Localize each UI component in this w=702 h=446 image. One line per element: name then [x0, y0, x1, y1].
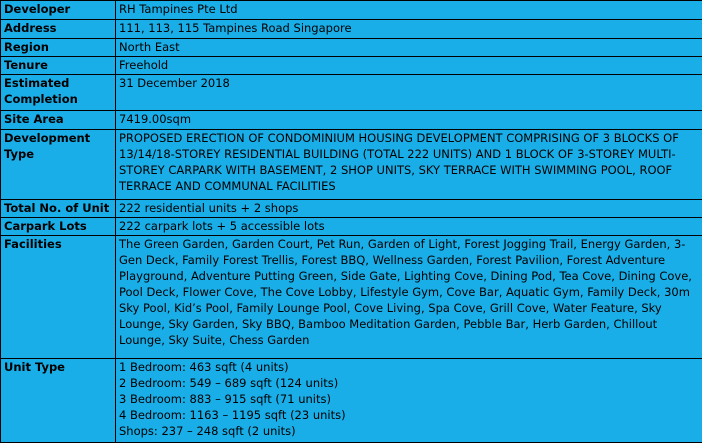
value-region: North East	[116, 39, 702, 57]
unit-type-line: 4 Bedroom: 1163 – 1195 sqft (23 units)	[119, 408, 346, 422]
value-tenure: Freehold	[116, 57, 702, 75]
unit-type-line: Shops: 237 – 248 sqft (2 units)	[119, 424, 296, 438]
value-total-units: 222 residential units + 2 shops	[116, 200, 702, 218]
value-estimated-completion: 31 December 2018	[116, 75, 702, 111]
row-site-area	[1, 111, 702, 130]
value-development-type: PROPOSED ERECTION OF CONDOMINIUM HOUSING DEVELOPMENT COMPRISING OF 3 BLOCKS OF 13/14/18-STOREY RESIDENTIAL BUILDING (TOTAL 222 UNITS) AND 1 BLOCK OF 3-STOREY MULTI-STOREY CARPARK WITH BASEMENT, 2 SHOP UNITS, SKY TERRACE WITH SWIMMING POOL, ROOF TERRACE AND COMMUNAL FACILITIES	[116, 130, 702, 200]
row-carpark-lots	[1, 218, 702, 236]
label-tenure: Tenure	[1, 57, 116, 75]
label-total-units: Total No. of Unit	[1, 200, 116, 218]
unit-type-line: 1 Bedroom: 463 sqft (4 units)	[119, 360, 289, 374]
value-facilities: The Green Garden, Garden Court, Pet Run, Garden of Light, Forest Jogging Trail, Energy Garden, 3-Gen Deck, Family Forest Trellis, Forest BBQ, Wellness Garden, Forest Pavilion, Forest Adventure Playground, Adventure Putting Green, Side Gate, Lighting Cove, Dining Pod, Tea Cove, Dining Cove, Pool Deck, Flower Cove, The Cove Lobby, Lifestyle Gym, Cove Bar, Aquatic Gym, Family Deck, 30m Sky Pool, Kid’s Pool, Family Lounge Pool, Cove Living, Spa Cove, Grill Cove, Water Feature, Sky Lounge, Sky Garden, Sky BBQ, Bamboo Meditation Garden, Pebble Bar, Herb Garden, Chillout Lounge, Sky Suite, Chess Garden	[116, 236, 702, 359]
row-total-units	[1, 200, 702, 218]
row-unit-type	[1, 359, 702, 443]
row-estimated-completion	[1, 75, 702, 111]
label-facilities: Facilities	[1, 236, 116, 359]
label-carpark-lots: Carpark Lots	[1, 218, 116, 236]
label-address: Address	[1, 20, 116, 39]
row-developer	[1, 1, 702, 20]
label-site-area: Site Area	[1, 111, 116, 130]
row-region	[1, 39, 702, 57]
row-address	[1, 20, 702, 39]
value-carpark-lots: 222 carpark lots + 5 accessible lots	[116, 218, 702, 236]
row-development-type	[1, 130, 702, 200]
value-developer: RH Tampines Pte Ltd	[116, 1, 702, 20]
row-facilities	[1, 236, 702, 359]
value-address: 111, 113, 115 Tampines Road Singapore	[116, 20, 702, 39]
row-tenure	[1, 57, 702, 75]
label-unit-type: Unit Type	[1, 359, 116, 443]
unit-type-line: 3 Bedroom: 883 – 915 sqft (71 units)	[119, 392, 331, 406]
label-estimated-completion: Estimated Completion	[1, 75, 116, 111]
unit-type-line: 2 Bedroom: 549 – 689 sqft (124 units)	[119, 376, 339, 390]
label-developer: Developer	[1, 1, 116, 20]
value-unit-type	[116, 359, 702, 443]
value-site-area: 7419.00sqm	[116, 111, 702, 130]
label-development-type: Development Type	[1, 130, 116, 200]
label-region: Region	[1, 39, 116, 57]
